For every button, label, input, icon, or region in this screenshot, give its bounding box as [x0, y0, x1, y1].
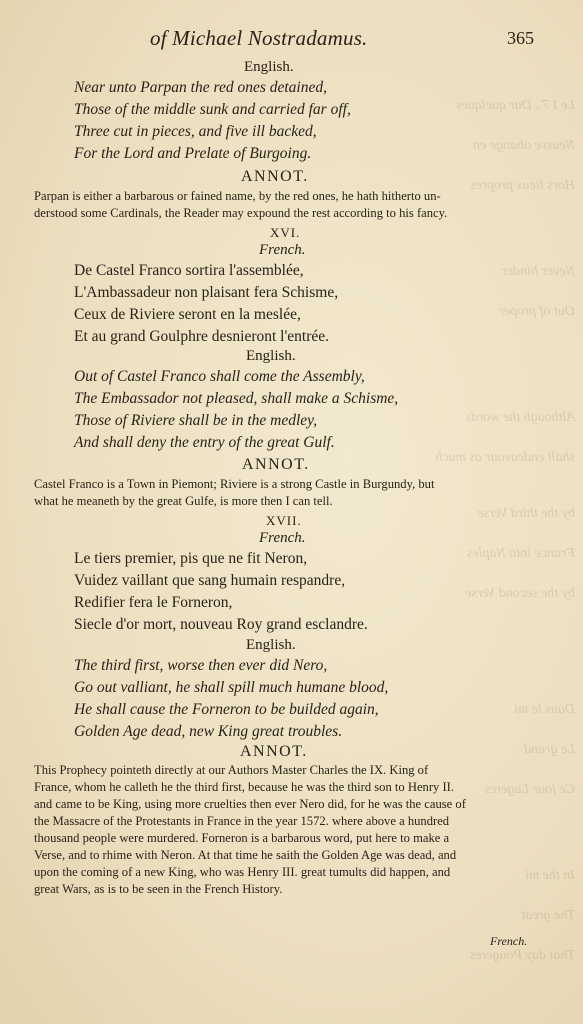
annotation-line: upon the coming of a new King, who was Henry III. great tumults did happen, and: [34, 865, 451, 879]
quatrain-number: XVII.: [266, 513, 302, 528]
verse-line: L'Ambassadeur non plaisant fera Schisme,: [74, 284, 339, 301]
verse-line: Siecle d'or mort, nouveau Roy grand esclandre.: [74, 616, 368, 633]
annotation-line: Castel Franco is a Town in Piemont; Riviere is a strong Castle in Burgundy, but: [34, 477, 435, 491]
english-label: English.: [246, 637, 296, 653]
page-number: 365: [507, 28, 534, 48]
quatrain-number: XVI.: [270, 225, 301, 240]
english-label: English.: [244, 59, 294, 75]
verse-line: Those of the middle sunk and carried far off,: [74, 101, 351, 118]
verse-line: The third first, worse then ever did Nero,: [74, 657, 328, 674]
annotation-line: and came to be King, using more cruelties then ever Nero did, for he was the cause of: [34, 797, 466, 811]
catchword: French.: [490, 934, 528, 948]
annotation-line: Parpan is either a barbarous or fained name, by the red ones, he hath hitherto un-: [34, 189, 441, 203]
verse-line: He shall cause the Forneron to be builded again,: [74, 701, 379, 718]
verse-line: Golden Age dead, new King great troubles.: [74, 723, 343, 740]
verse-line: For the Lord and Prelate of Burgoing.: [74, 145, 312, 162]
annotation-heading: ANNOT.: [241, 168, 309, 185]
french-label: French.: [259, 530, 306, 546]
annotation-line: derstood some Cardinals, the Reader may expound the rest according to his fancy.: [34, 206, 448, 220]
annotation-line: France, whom he calleth he the third first, because he was the third son to Henry II.: [34, 780, 455, 794]
verse-line: And shall deny the entry of the great Gulf.: [74, 434, 335, 451]
annotation-heading: ANNOT.: [240, 743, 308, 760]
verse-line: Ceux de Riviere seront en la meslée,: [74, 306, 301, 323]
verse-line: Out of Castel Franco shall come the Assembly,: [74, 368, 365, 385]
annotation-line: This Prophecy pointeth directly at our Authors Master Charles the IX. King of: [34, 763, 429, 777]
running-head: of Michael Nostradamus.: [150, 26, 368, 50]
verse-line: The Embassador not pleased, shall make a Schisme,: [74, 390, 399, 407]
verse-line: Those of Riviere shall be in the medley,: [74, 412, 318, 429]
verse-line: Three cut in pieces, and five ill backed,: [74, 123, 317, 140]
page-header: [0, 26, 583, 50]
english-label: English.: [246, 348, 296, 364]
verse-line: Vuidez vaillant que sang humain respandre,: [74, 572, 346, 589]
verse-line: Et au grand Goulphre desnieront l'entrée.: [74, 328, 330, 345]
verse-line: Redifier fera le Forneron,: [74, 594, 233, 611]
annotation-line: great Wars, as is to be seen in the French History.: [34, 882, 283, 896]
annotation-line: what he meaneth by the great Gulfe, is more then I can tell.: [34, 494, 333, 508]
annotation-heading: ANNOT.: [242, 456, 310, 473]
verse-line: Go out valliant, he shall spill much humane blood,: [74, 679, 389, 696]
verse-line: Near unto Parpan the red ones detained,: [74, 79, 327, 96]
verse-line: Le tiers premier, pis que ne fit Neron,: [74, 550, 308, 567]
annotation-line: the Massacre of the Protestants in France in the year 1572. where above a hundred: [34, 814, 450, 828]
show-through-text: Le I 7 . Dur quelques Neusve obange en Hors lieux propres Never hinder Out of proper Although the words shall endeavour as much by the third Verse France into Naples by the second Verse Dans le mi Le grand Ce jour Lugeres In the mi The great That day Pougeres: [435, 98, 575, 963]
french-label: French.: [259, 242, 306, 258]
annotation-line: Verse, and to rhime with Neron. At that time he saith the Golden Age was dead, and: [34, 848, 457, 862]
annotation-line: thousand people were murdered. Forneron is a barbarous word, put here to make a: [34, 831, 450, 845]
verse-line: De Castel Franco sortira l'assemblée,: [74, 262, 304, 279]
